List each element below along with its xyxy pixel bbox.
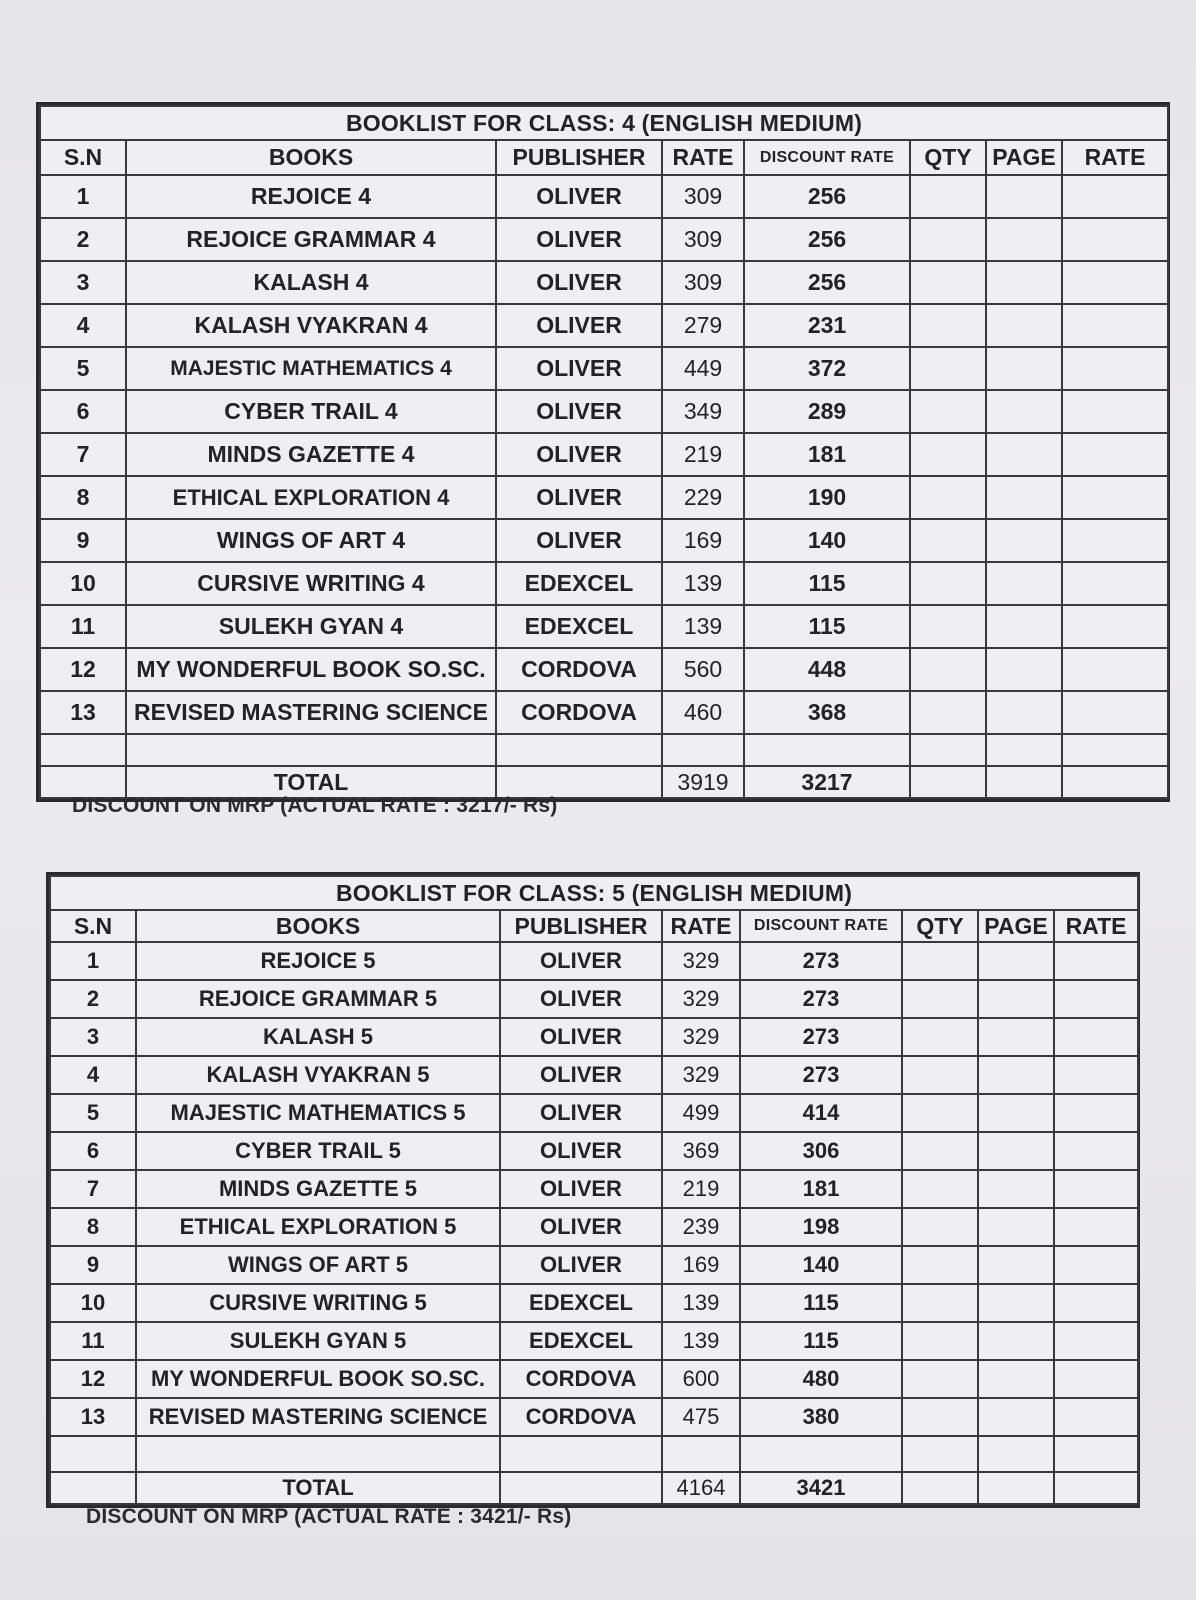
rate-cell: 279 xyxy=(662,304,744,347)
sn-cell: 8 xyxy=(50,1208,136,1246)
page-cell[interactable] xyxy=(978,1246,1054,1284)
total-rate: 3919 xyxy=(662,766,744,798)
discount-cell: 480 xyxy=(740,1360,902,1398)
col-header-rate: RATE xyxy=(662,910,740,942)
discount-cell: 181 xyxy=(744,433,910,476)
publisher-cell: OLIVER xyxy=(496,304,662,347)
qty-cell[interactable] xyxy=(902,1018,978,1056)
publisher-cell: OLIVER xyxy=(496,476,662,519)
sn-cell: 2 xyxy=(50,980,136,1018)
qty-cell[interactable] xyxy=(902,1208,978,1246)
qty-cell[interactable] xyxy=(910,519,986,562)
discount-cell: 115 xyxy=(744,605,910,648)
book-cell: REVISED MASTERING SCIENCE xyxy=(136,1398,500,1436)
rate2-cell[interactable] xyxy=(1054,980,1138,1018)
rate2-cell[interactable] xyxy=(1054,942,1138,980)
rate2-cell[interactable] xyxy=(1054,1132,1138,1170)
rate-cell: 229 xyxy=(662,476,744,519)
rate-cell: 600 xyxy=(662,1360,740,1398)
col-header-books: BOOKS xyxy=(126,140,496,175)
page-cell[interactable] xyxy=(978,1018,1054,1056)
book-cell: MINDS GAZETTE 5 xyxy=(136,1170,500,1208)
page-cell[interactable] xyxy=(986,218,1062,261)
book-cell: REJOICE GRAMMAR 4 xyxy=(126,218,496,261)
table-row xyxy=(40,691,1168,734)
sn-cell: 9 xyxy=(40,519,126,562)
page-cell[interactable] xyxy=(986,175,1062,218)
sn-cell: 4 xyxy=(50,1056,136,1094)
publisher-cell: CORDOVA xyxy=(500,1398,662,1436)
header-row xyxy=(50,910,1138,942)
discount-cell: 140 xyxy=(740,1246,902,1284)
discount-cell: 140 xyxy=(744,519,910,562)
rate2-cell[interactable] xyxy=(1054,1360,1138,1398)
rate2-cell[interactable] xyxy=(1062,605,1168,648)
rate-cell: 499 xyxy=(662,1094,740,1132)
rate2-cell[interactable] xyxy=(1062,519,1168,562)
publisher-cell: EDEXCEL xyxy=(496,562,662,605)
publisher-cell: OLIVER xyxy=(496,218,662,261)
rate2-cell[interactable] xyxy=(1062,261,1168,304)
publisher-cell: OLIVER xyxy=(500,1018,662,1056)
table-title: BOOKLIST FOR CLASS: 4 (ENGLISH MEDIUM) xyxy=(40,106,1168,140)
page-cell[interactable] xyxy=(986,261,1062,304)
book-cell: CURSIVE WRITING 4 xyxy=(126,562,496,605)
rate-cell: 560 xyxy=(662,648,744,691)
book-cell: KALASH VYAKRAN 5 xyxy=(136,1056,500,1094)
discount-cell: 372 xyxy=(744,347,910,390)
publisher-cell: OLIVER xyxy=(496,347,662,390)
col-header-publisher: PUBLISHER xyxy=(500,910,662,942)
table-row xyxy=(50,1018,1138,1056)
col-header-discount-rate: DISCOUNT RATE xyxy=(744,140,910,175)
table-row xyxy=(40,218,1168,261)
discount-cell: 115 xyxy=(740,1322,902,1360)
sn-cell: 10 xyxy=(40,562,126,605)
table-row xyxy=(50,1170,1138,1208)
table-row xyxy=(40,519,1168,562)
publisher-cell: OLIVER xyxy=(500,1246,662,1284)
qty-cell[interactable] xyxy=(902,942,978,980)
table-row xyxy=(40,347,1168,390)
qty-cell[interactable] xyxy=(910,691,986,734)
publisher-cell: EDEXCEL xyxy=(500,1322,662,1360)
publisher-cell: OLIVER xyxy=(496,519,662,562)
discount-cell: 256 xyxy=(744,218,910,261)
qty-cell[interactable] xyxy=(910,304,986,347)
qty-cell[interactable] xyxy=(902,1056,978,1094)
page-cell[interactable] xyxy=(978,1056,1054,1094)
discount-cell: 289 xyxy=(744,390,910,433)
page-cell[interactable] xyxy=(986,304,1062,347)
sn-cell: 6 xyxy=(40,390,126,433)
sn-cell: 7 xyxy=(50,1170,136,1208)
col-header-discount-rate: DISCOUNT RATE xyxy=(740,910,902,942)
qty-cell[interactable] xyxy=(902,1398,978,1436)
qty-cell[interactable] xyxy=(910,261,986,304)
sn-cell: 3 xyxy=(40,261,126,304)
page-cell[interactable] xyxy=(986,433,1062,476)
rate-cell: 139 xyxy=(662,1284,740,1322)
rate2-cell[interactable] xyxy=(1054,1322,1138,1360)
table-row xyxy=(40,562,1168,605)
table-row xyxy=(50,1360,1138,1398)
discount-cell: 190 xyxy=(744,476,910,519)
table-row xyxy=(50,1322,1138,1360)
page-cell[interactable] xyxy=(986,347,1062,390)
page-cell[interactable] xyxy=(986,476,1062,519)
rate-cell: 139 xyxy=(662,1322,740,1360)
table-row xyxy=(40,476,1168,519)
table-row xyxy=(50,1398,1138,1436)
page-cell[interactable] xyxy=(978,1398,1054,1436)
publisher-cell: CORDOVA xyxy=(500,1360,662,1398)
table-title: BOOKLIST FOR CLASS: 5 (ENGLISH MEDIUM) xyxy=(50,876,1138,910)
discount-cell: 198 xyxy=(740,1208,902,1246)
book-cell: CYBER TRAIL 4 xyxy=(126,390,496,433)
col-header-sn: S.N xyxy=(40,140,126,175)
sn-cell: 1 xyxy=(50,942,136,980)
publisher-cell: OLIVER xyxy=(496,433,662,476)
discount-cell: 231 xyxy=(744,304,910,347)
rate-cell: 329 xyxy=(662,1056,740,1094)
discount-cell: 181 xyxy=(740,1170,902,1208)
rate2-cell[interactable] xyxy=(1062,476,1168,519)
page-cell[interactable] xyxy=(978,942,1054,980)
publisher-cell: OLIVER xyxy=(500,1208,662,1246)
table-row xyxy=(40,304,1168,347)
qty-cell[interactable] xyxy=(902,1360,978,1398)
book-cell: MAJESTIC MATHEMATICS 4 xyxy=(126,347,496,390)
booklist-class-5 xyxy=(46,872,1140,1508)
publisher-cell: OLIVER xyxy=(496,390,662,433)
rate-cell: 475 xyxy=(662,1398,740,1436)
rate-cell: 309 xyxy=(662,175,744,218)
rate2-cell[interactable] xyxy=(1062,218,1168,261)
sn-cell: 10 xyxy=(50,1284,136,1322)
qty-cell[interactable] xyxy=(910,390,986,433)
rate2-cell[interactable] xyxy=(1062,347,1168,390)
discount-cell: 273 xyxy=(740,942,902,980)
col-header-qty: QTY xyxy=(902,910,978,942)
col-header-page: PAGE xyxy=(986,140,1062,175)
rate2-cell[interactable] xyxy=(1062,648,1168,691)
rate-cell: 329 xyxy=(662,942,740,980)
booklist-table xyxy=(49,875,1139,1505)
page-cell[interactable] xyxy=(978,1132,1054,1170)
total-discount: 3217 xyxy=(744,766,910,798)
discount-cell: 256 xyxy=(744,175,910,218)
col-header-page: PAGE xyxy=(978,910,1054,942)
book-cell: MY WONDERFUL BOOK SO.SC. xyxy=(136,1360,500,1398)
book-cell: REJOICE 4 xyxy=(126,175,496,218)
table-row xyxy=(40,605,1168,648)
publisher-cell: OLIVER xyxy=(496,261,662,304)
table-row xyxy=(50,1132,1138,1170)
publisher-cell: OLIVER xyxy=(496,175,662,218)
qty-cell[interactable] xyxy=(902,1094,978,1132)
sn-cell: 5 xyxy=(40,347,126,390)
rate-cell: 349 xyxy=(662,390,744,433)
table-row xyxy=(40,390,1168,433)
table-row xyxy=(40,175,1168,218)
qty-cell[interactable] xyxy=(910,562,986,605)
rate2-cell[interactable] xyxy=(1062,433,1168,476)
col-header-rate: RATE xyxy=(662,140,744,175)
page-cell[interactable] xyxy=(986,390,1062,433)
discount-cell: 115 xyxy=(740,1284,902,1322)
publisher-cell: CORDOVA xyxy=(496,648,662,691)
sn-cell: 7 xyxy=(40,433,126,476)
discount-cell: 368 xyxy=(744,691,910,734)
rate2-cell[interactable] xyxy=(1062,304,1168,347)
table-row xyxy=(40,261,1168,304)
discount-cell: 306 xyxy=(740,1132,902,1170)
book-cell: SULEKH GYAN 4 xyxy=(126,605,496,648)
rate2-cell[interactable] xyxy=(1062,562,1168,605)
rate-cell: 219 xyxy=(662,433,744,476)
rate-cell: 329 xyxy=(662,1018,740,1056)
publisher-cell: OLIVER xyxy=(500,1170,662,1208)
rate2-cell[interactable] xyxy=(1062,390,1168,433)
total-discount: 3421 xyxy=(740,1472,902,1504)
book-cell: REJOICE 5 xyxy=(136,942,500,980)
qty-cell[interactable] xyxy=(910,218,986,261)
sn-cell: 4 xyxy=(40,304,126,347)
qty-cell[interactable] xyxy=(902,1322,978,1360)
table-row xyxy=(50,1208,1138,1246)
publisher-cell: EDEXCEL xyxy=(500,1284,662,1322)
table-row xyxy=(50,980,1138,1018)
sn-cell: 5 xyxy=(50,1094,136,1132)
discount-footnote: DISCOUNT ON MRP (ACTUAL RATE : 3421/- Rs) xyxy=(86,1505,572,1528)
rate-cell: 239 xyxy=(662,1208,740,1246)
rate2-cell[interactable] xyxy=(1054,1018,1138,1056)
table-row xyxy=(50,1094,1138,1132)
col-header-books: BOOKS xyxy=(136,910,500,942)
sn-cell: 12 xyxy=(40,648,126,691)
col-header-sn: S.N xyxy=(50,910,136,942)
sn-cell: 8 xyxy=(40,476,126,519)
qty-cell[interactable] xyxy=(910,175,986,218)
total-label: TOTAL xyxy=(126,766,496,798)
discount-footnote: DISCOUNT ON MRP (ACTUAL RATE : 3217/- Rs) xyxy=(72,794,558,817)
rate2-cell[interactable] xyxy=(1062,691,1168,734)
rate-cell: 309 xyxy=(662,218,744,261)
publisher-cell: EDEXCEL xyxy=(496,605,662,648)
book-cell: KALASH VYAKRAN 4 xyxy=(126,304,496,347)
table-row xyxy=(50,942,1138,980)
page-cell[interactable] xyxy=(978,1208,1054,1246)
booklist-table xyxy=(39,105,1169,799)
page-cell[interactable] xyxy=(986,605,1062,648)
qty-cell[interactable] xyxy=(902,1132,978,1170)
book-cell: MAJESTIC MATHEMATICS 5 xyxy=(136,1094,500,1132)
sn-cell: 12 xyxy=(50,1360,136,1398)
rate2-cell[interactable] xyxy=(1054,1094,1138,1132)
qty-cell[interactable] xyxy=(902,1170,978,1208)
rate2-cell[interactable] xyxy=(1054,1284,1138,1322)
discount-cell: 115 xyxy=(744,562,910,605)
rate-cell: 369 xyxy=(662,1132,740,1170)
total-row xyxy=(50,1472,1138,1504)
book-cell: ETHICAL EXPLORATION 5 xyxy=(136,1208,500,1246)
book-cell: CURSIVE WRITING 5 xyxy=(136,1284,500,1322)
rate-cell: 219 xyxy=(662,1170,740,1208)
rate2-cell[interactable] xyxy=(1054,1398,1138,1436)
page-cell[interactable] xyxy=(978,1322,1054,1360)
page-cell[interactable] xyxy=(978,1360,1054,1398)
book-cell: ETHICAL EXPLORATION 4 xyxy=(126,476,496,519)
book-cell: SULEKH GYAN 5 xyxy=(136,1322,500,1360)
blank-row xyxy=(40,734,1168,766)
sn-cell: 11 xyxy=(50,1322,136,1360)
sn-cell: 6 xyxy=(50,1132,136,1170)
discount-cell: 273 xyxy=(740,1018,902,1056)
blank-row xyxy=(50,1436,1138,1472)
table-row xyxy=(40,433,1168,476)
page-cell[interactable] xyxy=(986,691,1062,734)
publisher-cell: OLIVER xyxy=(500,1132,662,1170)
col-header-rate-2: RATE xyxy=(1054,910,1138,942)
sn-cell: 1 xyxy=(40,175,126,218)
page-cell[interactable] xyxy=(978,1094,1054,1132)
publisher-cell: OLIVER xyxy=(500,1056,662,1094)
qty-cell[interactable] xyxy=(910,605,986,648)
qty-cell[interactable] xyxy=(902,980,978,1018)
publisher-cell: CORDOVA xyxy=(496,691,662,734)
book-cell: REJOICE GRAMMAR 5 xyxy=(136,980,500,1018)
book-cell: KALASH 5 xyxy=(136,1018,500,1056)
page-cell[interactable] xyxy=(986,519,1062,562)
discount-cell: 256 xyxy=(744,261,910,304)
page-cell[interactable] xyxy=(978,1170,1054,1208)
page-cell[interactable] xyxy=(978,980,1054,1018)
book-cell: MINDS GAZETTE 4 xyxy=(126,433,496,476)
publisher-cell: OLIVER xyxy=(500,1094,662,1132)
total-rate: 4164 xyxy=(662,1472,740,1504)
sn-cell: 11 xyxy=(40,605,126,648)
rate-cell: 449 xyxy=(662,347,744,390)
qty-cell[interactable] xyxy=(910,648,986,691)
discount-cell: 380 xyxy=(740,1398,902,1436)
page-cell[interactable] xyxy=(986,562,1062,605)
rate-cell: 329 xyxy=(662,980,740,1018)
book-cell: MY WONDERFUL BOOK SO.SC. xyxy=(126,648,496,691)
col-header-rate-2: RATE xyxy=(1062,140,1168,175)
book-cell: CYBER TRAIL 5 xyxy=(136,1132,500,1170)
rate2-cell[interactable] xyxy=(1054,1208,1138,1246)
total-label: TOTAL xyxy=(136,1472,500,1504)
booklist-class-4 xyxy=(36,102,1170,802)
book-cell: KALASH 4 xyxy=(126,261,496,304)
discount-cell: 273 xyxy=(740,980,902,1018)
discount-cell: 414 xyxy=(740,1094,902,1132)
publisher-cell: OLIVER xyxy=(500,980,662,1018)
table-row xyxy=(50,1284,1138,1322)
table-row xyxy=(50,1056,1138,1094)
book-cell: WINGS OF ART 5 xyxy=(136,1246,500,1284)
sn-cell: 13 xyxy=(40,691,126,734)
rate-cell: 139 xyxy=(662,562,744,605)
discount-cell: 273 xyxy=(740,1056,902,1094)
publisher-cell: OLIVER xyxy=(500,942,662,980)
sn-cell: 13 xyxy=(50,1398,136,1436)
sn-cell: 9 xyxy=(50,1246,136,1284)
rate-cell: 309 xyxy=(662,261,744,304)
qty-cell[interactable] xyxy=(910,476,986,519)
rate2-cell[interactable] xyxy=(1054,1170,1138,1208)
discount-cell: 448 xyxy=(744,648,910,691)
rate-cell: 169 xyxy=(662,1246,740,1284)
header-row xyxy=(40,140,1168,175)
table-row xyxy=(50,1246,1138,1284)
qty-cell[interactable] xyxy=(902,1284,978,1322)
col-header-publisher: PUBLISHER xyxy=(496,140,662,175)
rate-cell: 169 xyxy=(662,519,744,562)
table-row xyxy=(40,648,1168,691)
rate2-cell[interactable] xyxy=(1062,175,1168,218)
book-cell: REVISED MASTERING SCIENCE xyxy=(126,691,496,734)
qty-cell[interactable] xyxy=(902,1246,978,1284)
rate2-cell[interactable] xyxy=(1054,1056,1138,1094)
rate-cell: 139 xyxy=(662,605,744,648)
col-header-qty: QTY xyxy=(910,140,986,175)
sn-cell: 3 xyxy=(50,1018,136,1056)
qty-cell[interactable] xyxy=(910,347,986,390)
rate-cell: 460 xyxy=(662,691,744,734)
book-cell: WINGS OF ART 4 xyxy=(126,519,496,562)
sn-cell: 2 xyxy=(40,218,126,261)
page-cell[interactable] xyxy=(978,1284,1054,1322)
qty-cell[interactable] xyxy=(910,433,986,476)
rate2-cell[interactable] xyxy=(1054,1246,1138,1284)
page-cell[interactable] xyxy=(986,648,1062,691)
